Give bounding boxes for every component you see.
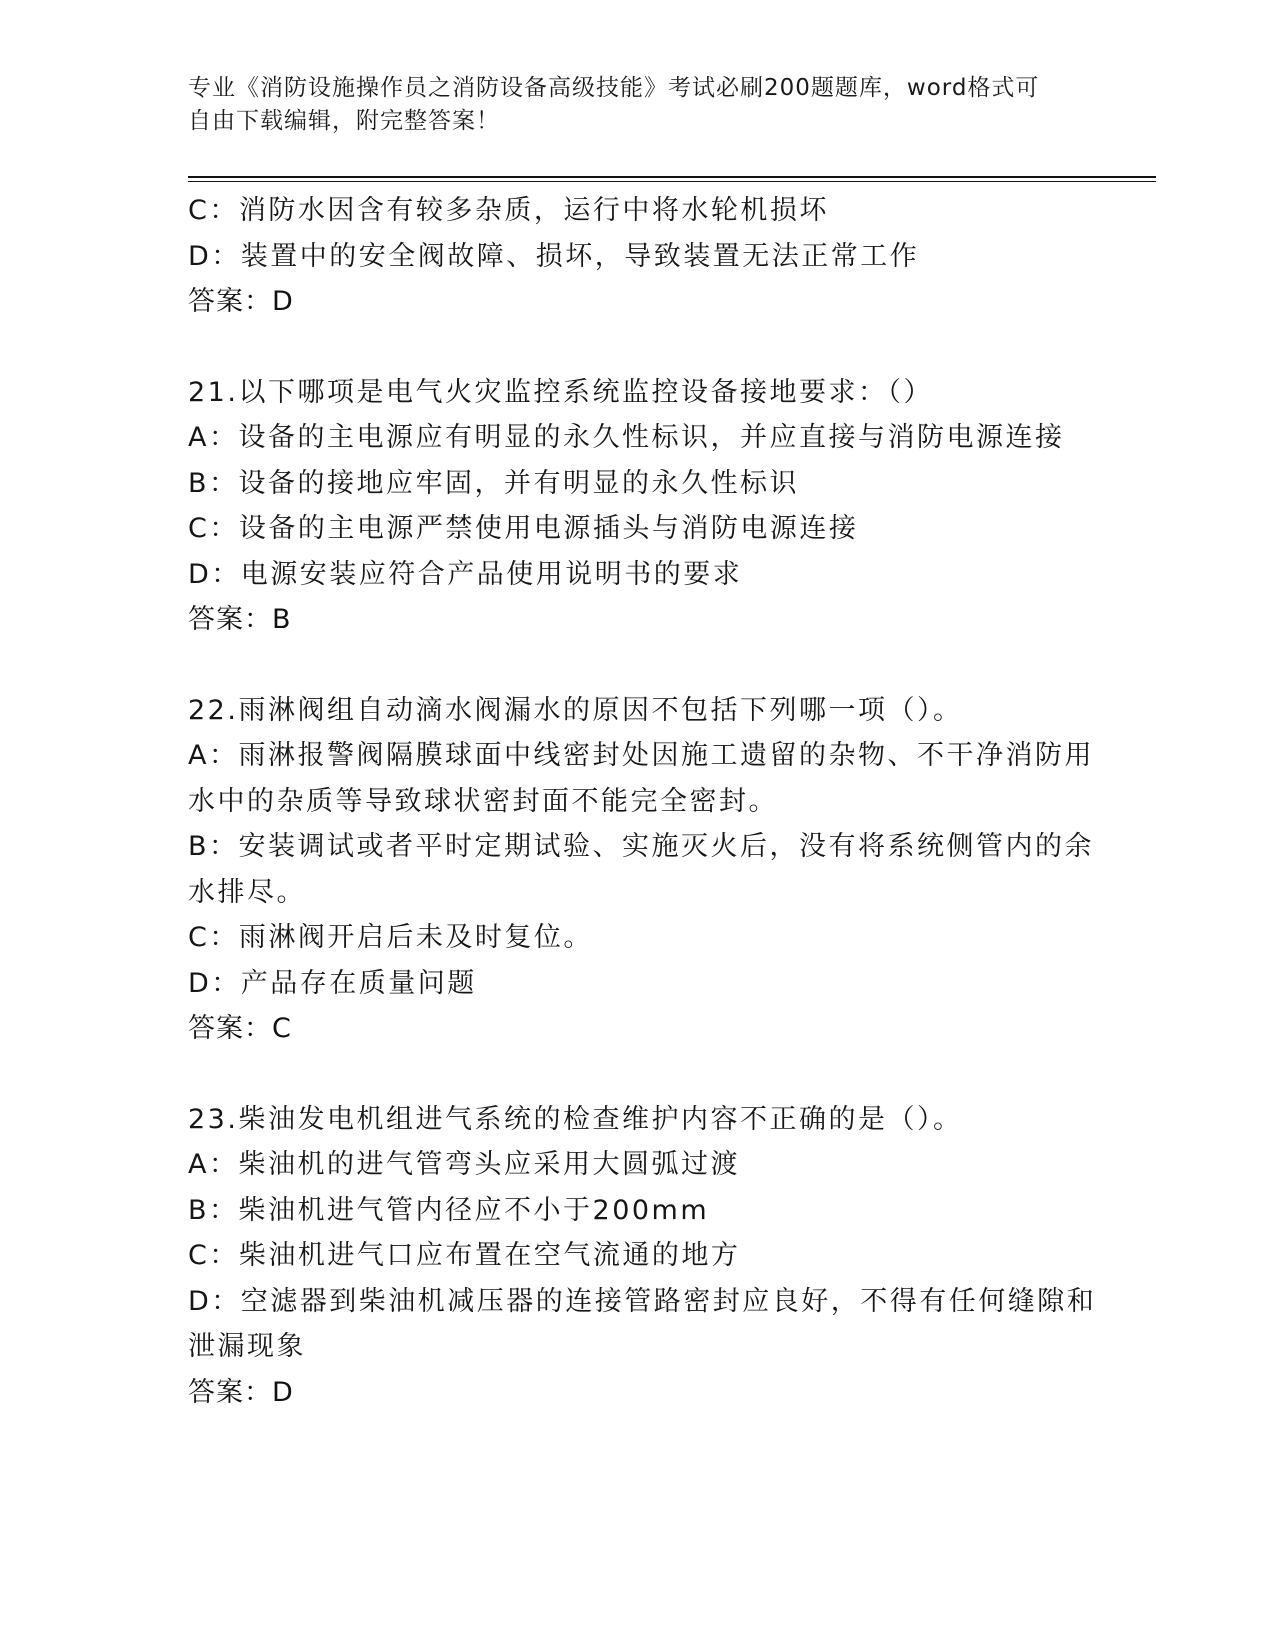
header-divider-thin bbox=[188, 181, 1156, 182]
option-b-line-1: B：安装调试或者平时定期试验、实施灭火后，没有将系统侧管内的余 bbox=[188, 831, 1095, 862]
answer-line: 答案：B bbox=[188, 604, 292, 635]
question-22 bbox=[188, 688, 1095, 1052]
option-a-line-2: 水中的杂质等导致球状密封面不能完全密封。 bbox=[188, 785, 778, 817]
option-c: C：雨淋阀开启后未及时复位。 bbox=[188, 922, 593, 953]
carryover-question bbox=[188, 188, 1088, 325]
page-header bbox=[188, 72, 1088, 138]
answer-line: 答案：D bbox=[188, 286, 294, 317]
question-stem: 21.以下哪项是电气火灾监控系统监控设备接地要求：（） bbox=[188, 376, 933, 408]
option-a: A：柴油机的进气管弯头应采用大圆弧过渡 bbox=[188, 1149, 740, 1180]
spacer bbox=[188, 325, 1088, 370]
option-c: C：柴油机进气口应布置在空气流通的地方 bbox=[188, 1240, 741, 1271]
question-23 bbox=[188, 1097, 1097, 1416]
option-d: D：产品存在质量问题 bbox=[188, 967, 477, 999]
option-d: D：装置中的安全阀故障、损坏，导致装置无法正常工作 bbox=[188, 240, 920, 272]
answer-line: 答案：D bbox=[188, 1376, 294, 1408]
answer-line: 答案：C bbox=[188, 1013, 292, 1044]
option-c: C：设备的主电源严禁使用电源插头与消防电源连接 bbox=[188, 513, 859, 544]
option-b-line-2: 水排尽。 bbox=[188, 876, 306, 908]
option-d-line-2: 泄漏现象 bbox=[188, 1331, 306, 1362]
option-d: D：电源安装应符合产品使用说明书的要求 bbox=[188, 558, 743, 590]
header-line-2: 自由下载编辑，附完整答案！ bbox=[188, 108, 500, 134]
question-content bbox=[188, 188, 1097, 1415]
header-divider-thick bbox=[188, 176, 1156, 178]
spacer bbox=[188, 1052, 1088, 1097]
option-a: A：设备的主电源应有明显的永久性标识，并应直接与消防电源连接 bbox=[188, 422, 1065, 453]
question-stem: 22.雨淋阀组自动滴水阀漏水的原因不包括下列哪一项（）。 bbox=[188, 694, 963, 726]
option-b: B：设备的接地应牢固，并有明显的永久性标识 bbox=[188, 467, 800, 499]
option-a-line-1: A：雨淋报警阀隔膜球面中线密封处因施工遗留的杂物、不干净消防用 bbox=[188, 740, 1094, 771]
option-c: C：消防水因含有较多杂质，运行中将水轮机损坏 bbox=[188, 195, 829, 226]
question-stem: 23.柴油发电机组进气系统的检查维护内容不正确的是（）。 bbox=[188, 1103, 963, 1135]
spacer bbox=[188, 643, 1088, 688]
question-21 bbox=[188, 370, 1088, 643]
option-b: B：柴油机进气管内径应不小于200mm bbox=[188, 1194, 710, 1226]
option-d-line-1: D：空滤器到柴油机减压器的连接管路密封应良好，不得有任何缝隙和 bbox=[188, 1285, 1097, 1317]
header-line-1: 专业《消防设施操作员之消防设备高级技能》考试必刷200题题库，word格式可 bbox=[188, 75, 1040, 101]
